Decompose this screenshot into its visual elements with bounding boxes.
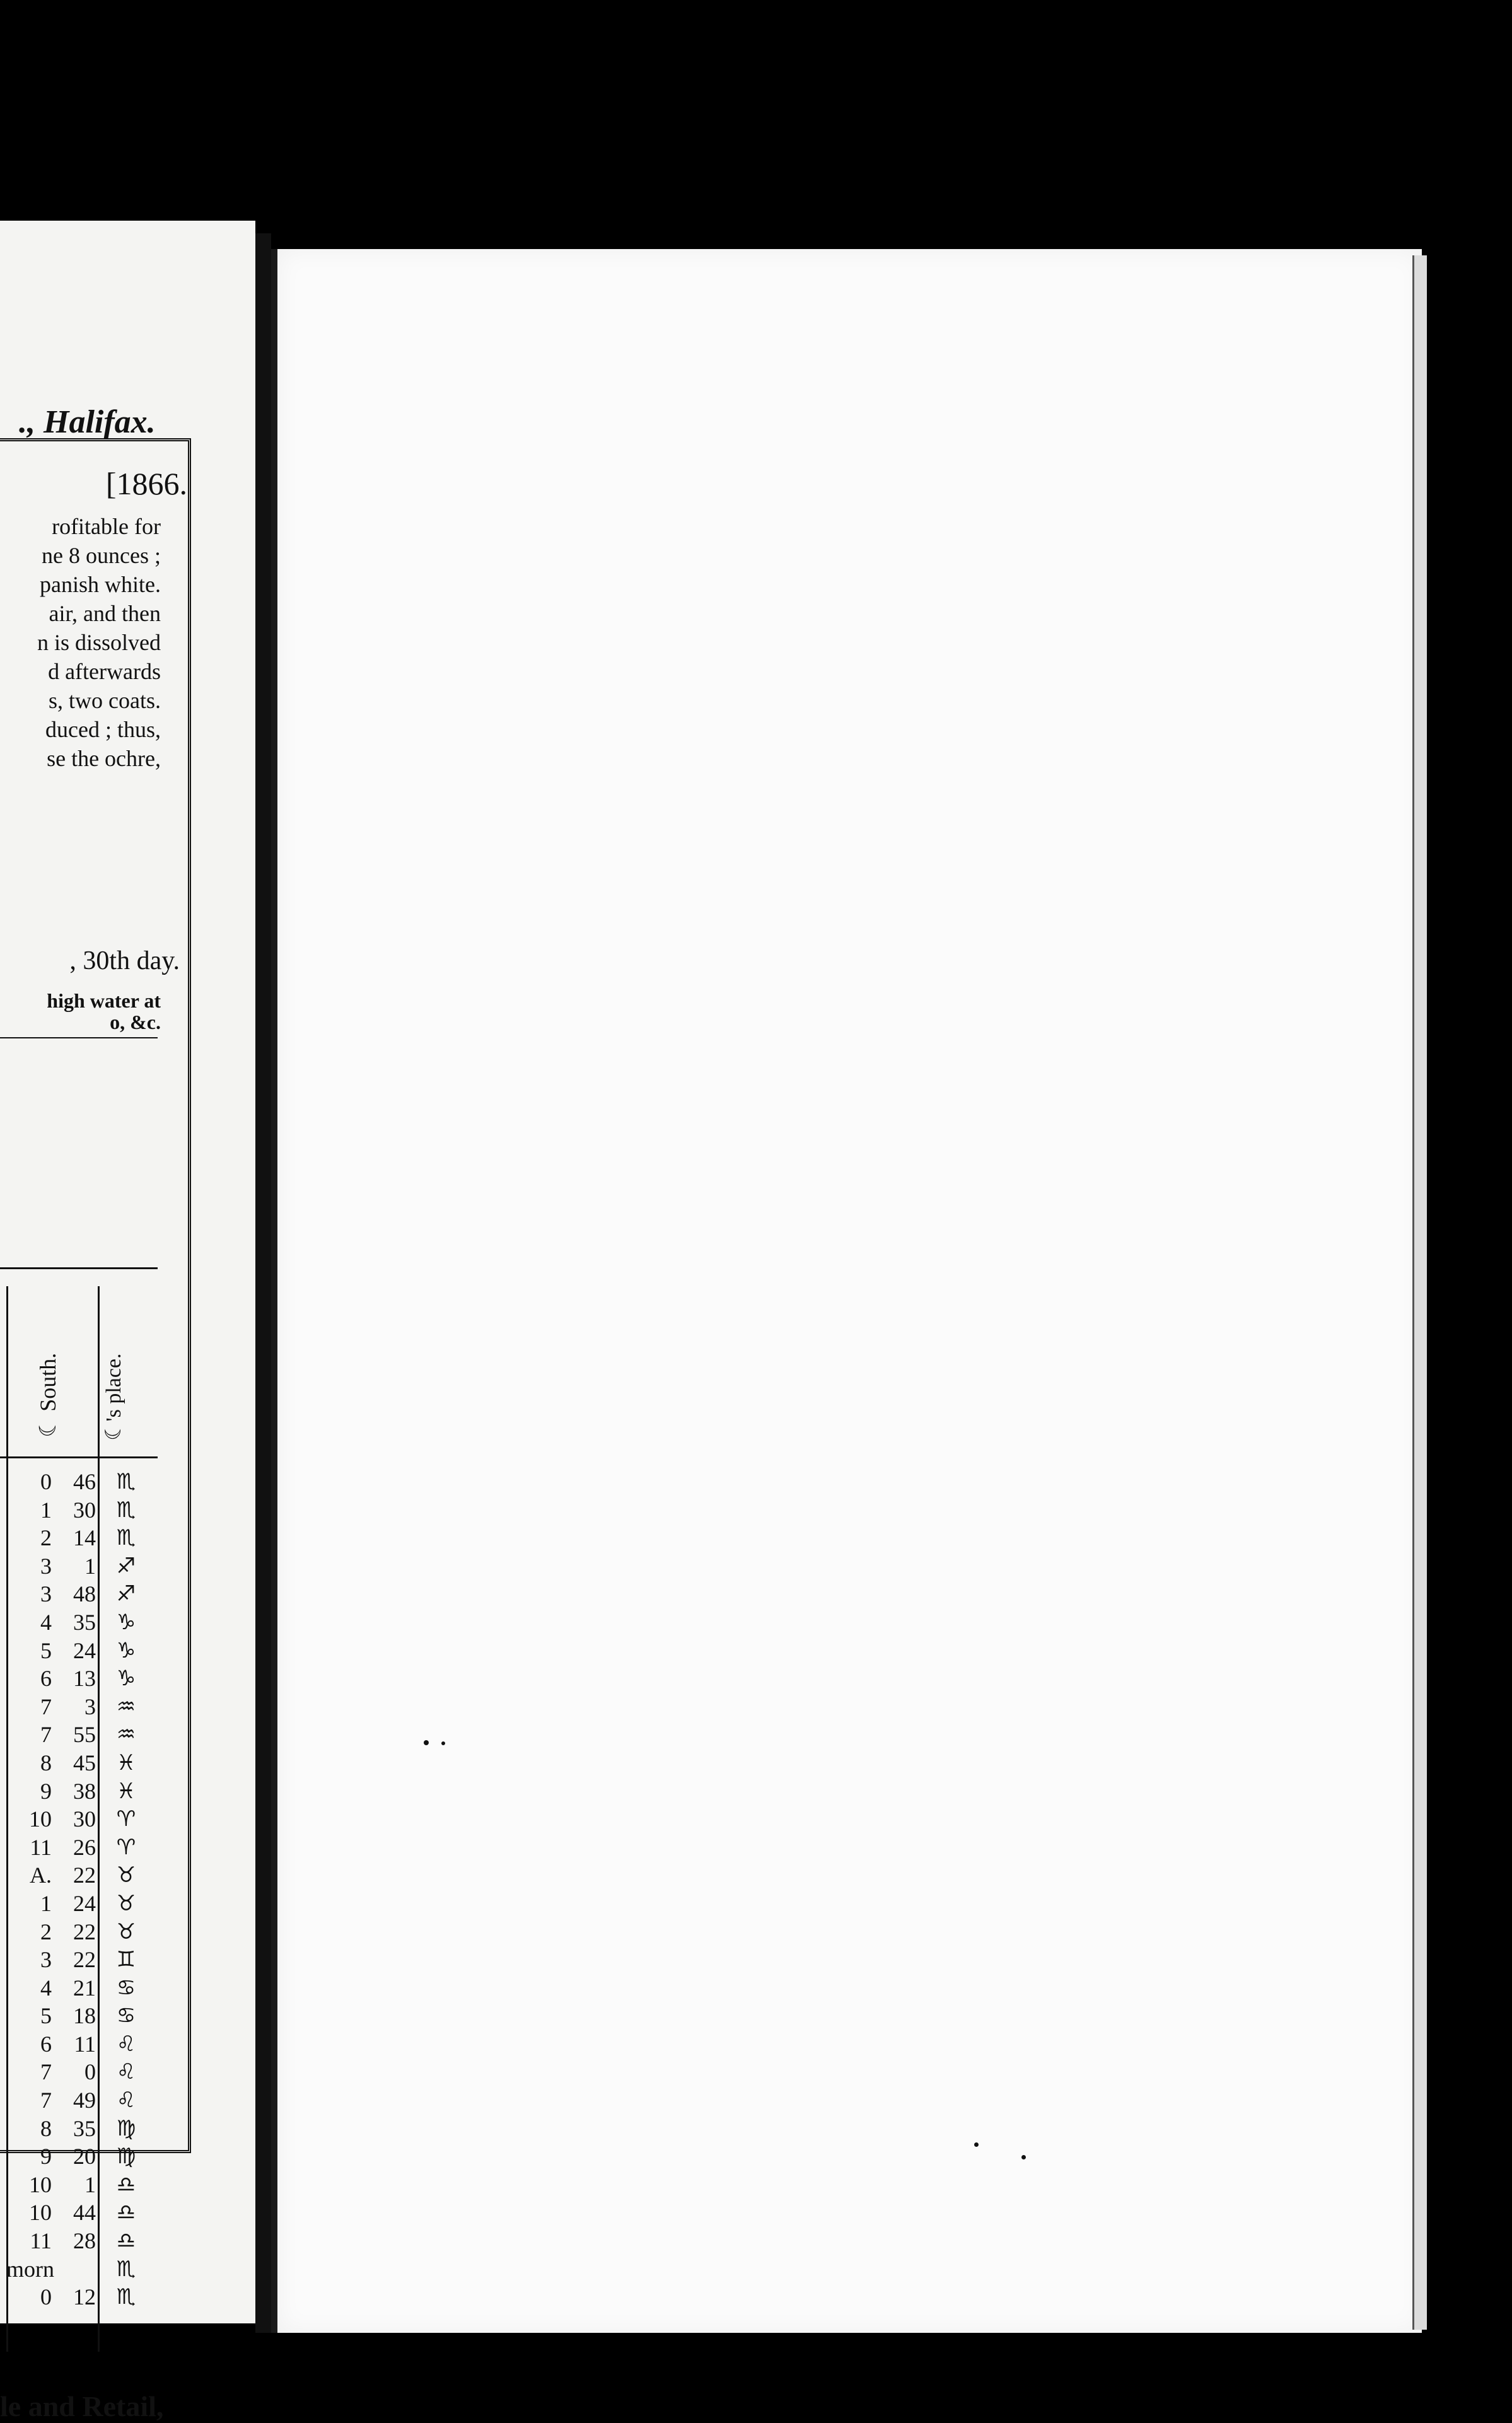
hour-cell: 7 [40, 1722, 52, 1748]
zodiac-sign-cell: ♉ [116, 1862, 136, 1888]
minute-cell: 26 [73, 1834, 96, 1860]
ink-speck [441, 1741, 445, 1745]
minute-cell: 18 [73, 2003, 96, 2029]
paragraph-line: n is dissolved [37, 630, 161, 655]
minute-cell: 55 [73, 1722, 96, 1748]
minute-cell: 38 [73, 1778, 96, 1804]
table-row [6, 1608, 145, 1637]
ink-speck [974, 2142, 979, 2147]
zodiac-sign-cell: ♑ [116, 1637, 136, 1663]
zodiac-sign-cell: ♍ [116, 2144, 136, 2170]
minute-cell: 49 [73, 2088, 96, 2113]
paragraph-line: ne 8 ounces ; [42, 543, 161, 568]
minute-cell: 14 [73, 1525, 96, 1551]
table-row [6, 1580, 145, 1608]
paragraph-line: s, two coats. [49, 688, 161, 713]
zodiac-sign-cell: ♐ [116, 1553, 136, 1579]
hour-cell: 6 [40, 1666, 52, 1692]
hour-cell: 3 [40, 1947, 52, 1973]
book-gutter [255, 233, 271, 2333]
zodiac-sign-cell: ♋ [116, 2003, 136, 2029]
table-header-rule [0, 1456, 158, 1458]
minute-cell: 24 [73, 1890, 96, 1916]
zodiac-sign-cell: ♈ [116, 1806, 136, 1832]
table-row [6, 1468, 145, 1496]
zodiac-sign-cell: ♋ [116, 1975, 136, 2001]
paragraph-line: duced ; thus, [45, 717, 161, 742]
zodiac-sign-cell: ♍ [116, 2115, 136, 2141]
minute-cell: 44 [73, 2200, 96, 2226]
hour-cell: 7 [40, 2088, 52, 2113]
minute-cell: 30 [73, 1497, 96, 1523]
footer-line: le and Retail, [0, 2390, 164, 2422]
zodiac-sign-cell: ♈ [116, 1834, 136, 1860]
table-row [6, 1890, 145, 1918]
day-note: , 30th day. [69, 946, 180, 975]
table-row [6, 1637, 145, 1665]
hour-cell: 9 [40, 1778, 52, 1804]
zodiac-sign-cell: ♉ [116, 1919, 136, 1944]
recipe-paragraph [0, 512, 161, 773]
table-row [6, 1974, 145, 2002]
hour-cell: 5 [40, 2003, 52, 2029]
minute-cell: 3 [84, 1694, 96, 1719]
paragraph-line: rofitable for [52, 514, 161, 539]
hour-cell: 0 [40, 2284, 52, 2310]
table-row [6, 2171, 145, 2199]
hour-cell: 2 [40, 1525, 52, 1551]
tide-note-line: high water at [47, 989, 161, 1012]
minute-cell: 22 [73, 1947, 96, 1973]
table-row [6, 2142, 145, 2171]
hour-cell: 8 [40, 1750, 52, 1775]
divider [0, 1037, 158, 1038]
zodiac-sign-cell: ♌ [116, 2059, 136, 2085]
zodiac-sign-cell: ♏ [116, 2284, 136, 2310]
table-row [6, 1721, 145, 1749]
table-row [6, 1693, 145, 1721]
minute-cell: 35 [73, 1609, 96, 1635]
minute-cell: 30 [73, 1806, 96, 1832]
paragraph-line: panish white. [40, 572, 161, 597]
zodiac-sign-cell: ♎ [116, 2171, 136, 2197]
table-row [6, 1946, 145, 1974]
hour-cell: 6 [40, 2031, 52, 2057]
zodiac-sign-cell: ♏ [116, 2256, 136, 2282]
tide-note [0, 990, 161, 1033]
minute-cell: 1 [84, 2171, 96, 2197]
table-row [6, 2283, 145, 2311]
zodiac-sign-cell: ♏ [116, 1525, 136, 1551]
page-edge [1412, 255, 1427, 2330]
minute-cell [57, 2255, 96, 2284]
hour-cell: 11 [30, 2228, 52, 2254]
tide-note-line: o, &c. [110, 1011, 161, 1033]
zodiac-sign-cell: ♌ [116, 2088, 136, 2113]
minute-cell: 22 [73, 1862, 96, 1888]
hour-cell: 1 [40, 1890, 52, 1916]
minute-cell: 46 [73, 1469, 96, 1494]
hour-cell: 11 [30, 1834, 52, 1860]
zodiac-sign-cell: ♑ [116, 1666, 136, 1692]
zodiac-sign-cell: ♎ [116, 2200, 136, 2226]
zodiac-sign-cell: ♏ [116, 1497, 136, 1523]
minute-cell: 20 [73, 2144, 96, 2170]
hour-cell: 10 [29, 1806, 52, 1832]
table-row [6, 2199, 145, 2227]
table-row [6, 1524, 145, 1552]
hour-cell: A. [30, 1862, 52, 1888]
zodiac-sign-cell: ♑ [116, 1609, 136, 1635]
ink-speck [1021, 2155, 1026, 2159]
right-page-blank [271, 249, 1422, 2333]
minute-cell: 35 [73, 2115, 96, 2141]
table-row [6, 1861, 145, 1890]
zodiac-sign-cell: ♌ [116, 2031, 136, 2057]
table-row [6, 1749, 145, 1777]
minute-cell: 22 [73, 1919, 96, 1944]
minute-cell: 0 [84, 2059, 96, 2085]
table-row [6, 2058, 145, 2086]
zodiac-sign-cell: ♒ [116, 1722, 136, 1748]
hour-cell: 7 [40, 1694, 52, 1719]
table-row [6, 1833, 145, 1862]
table-top-rule [0, 1267, 158, 1269]
table-row [6, 2086, 145, 2115]
hour-cell: 3 [40, 1553, 52, 1579]
table-row [6, 1918, 145, 1946]
running-header: ., Halifax. [19, 404, 156, 440]
hour-cell: 8 [40, 2115, 52, 2141]
zodiac-sign-cell: ♊ [116, 1947, 136, 1973]
hour-cell: 3 [40, 1581, 52, 1607]
ink-speck [424, 1740, 429, 1745]
left-page [0, 221, 255, 2422]
table-row [6, 2227, 145, 2255]
col-header-moon-place: ☾'s place. [102, 1353, 125, 1441]
zodiac-sign-cell: ♎ [116, 2228, 136, 2254]
table-row [6, 2030, 145, 2059]
hour-cell: 1 [40, 1497, 52, 1523]
minute-cell: 1 [84, 1553, 96, 1579]
minute-cell: 24 [73, 1637, 96, 1663]
table-row [6, 2255, 145, 2284]
minute-cell: 13 [73, 1666, 96, 1692]
hour-cell: 7 [40, 2059, 52, 2085]
zodiac-sign-cell: ♐ [116, 1581, 136, 1607]
hour-cell: 2 [40, 1919, 52, 1944]
zodiac-sign-cell: ♓ [116, 1750, 136, 1775]
zodiac-sign-cell: ♏ [116, 1469, 136, 1494]
paragraph-line: d afterwards [48, 659, 161, 684]
year-label: [1866. [105, 466, 187, 501]
hour-cell: 9 [40, 2144, 52, 2170]
table-row [6, 2002, 145, 2030]
hour-cell: 10 [29, 2200, 52, 2226]
table-row [6, 1805, 145, 1833]
table-row [6, 2115, 145, 2143]
minute-cell: 48 [73, 1581, 96, 1607]
minute-cell: 45 [73, 1750, 96, 1775]
minute-cell: 11 [74, 2031, 96, 2057]
table-row [6, 1777, 145, 1806]
table-row [6, 1552, 145, 1581]
hour-cell: 10 [29, 2171, 52, 2197]
zodiac-sign-cell: ♒ [116, 1694, 136, 1719]
hour-cell: 4 [40, 1609, 52, 1635]
paragraph-line: air, and then [49, 601, 161, 626]
zodiac-sign-cell: ♉ [116, 1890, 136, 1916]
minute-cell: 12 [73, 2284, 96, 2310]
hour-cell: 4 [40, 1975, 52, 2001]
hour-cell: morn [6, 2256, 54, 2282]
col-header-moon-south: ☾ South. [35, 1352, 61, 1438]
table-row [6, 1496, 145, 1525]
moon-table [6, 1468, 145, 2311]
table-row [6, 1665, 145, 1693]
minute-cell: 28 [73, 2228, 96, 2254]
hour-cell: 0 [40, 1469, 52, 1494]
paragraph-line: se the ochre, [47, 746, 161, 771]
hour-cell: 5 [40, 1637, 52, 1663]
minute-cell: 21 [73, 1975, 96, 2001]
zodiac-sign-cell: ♓ [116, 1778, 136, 1804]
